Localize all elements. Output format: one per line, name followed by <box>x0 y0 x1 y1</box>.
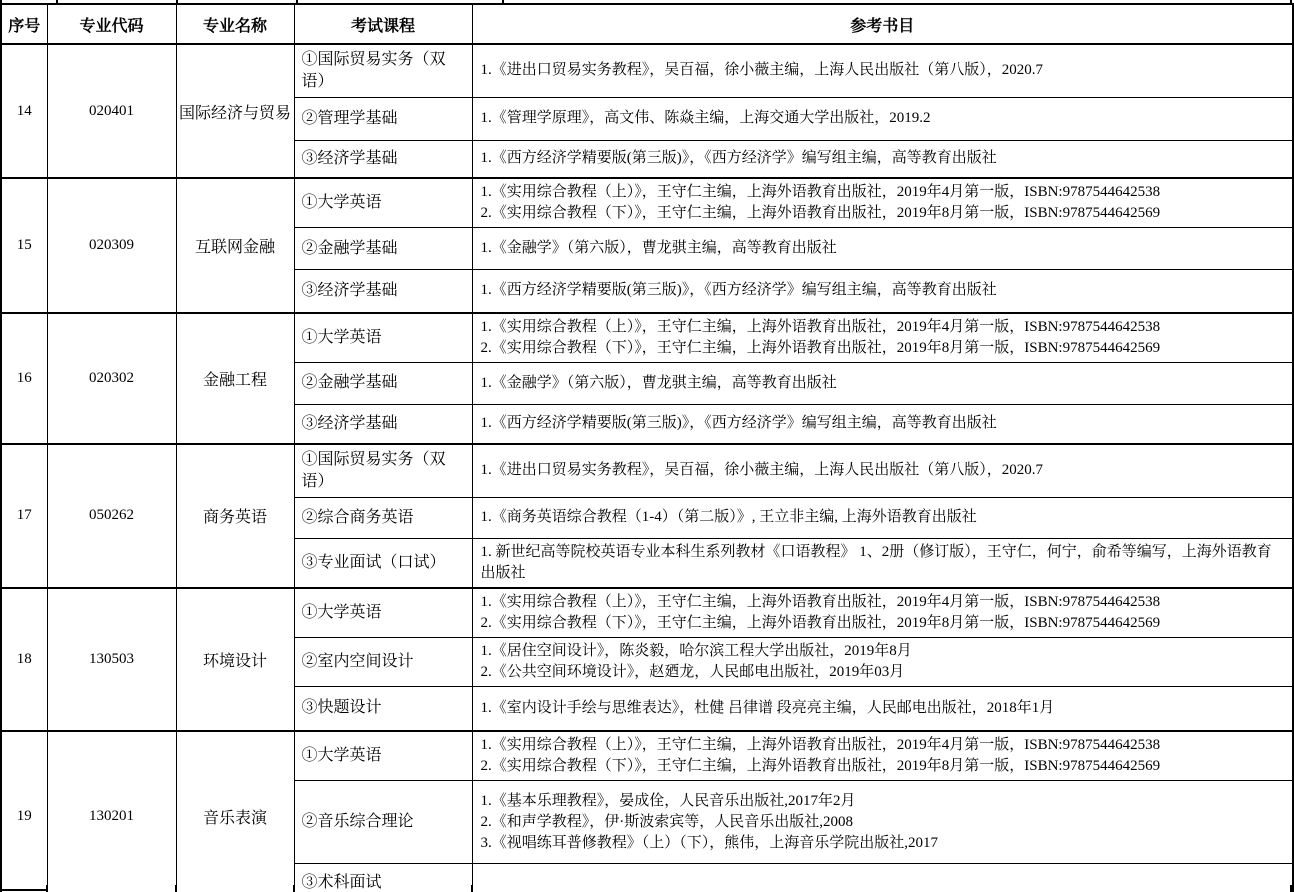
books-cell <box>472 588 1293 638</box>
major-name-cell: 商务英语 <box>176 444 294 588</box>
course-cell: ②金融学基础 <box>294 228 472 270</box>
course-cell: ①大学英语 <box>294 178 472 228</box>
major-name-cell: 音乐表演 <box>176 731 294 892</box>
major-name-cell: 环境设计 <box>176 588 294 732</box>
course-cell: ③术科面试 <box>294 864 472 892</box>
table-row <box>1 313 1293 363</box>
major-name-cell: 互联网金融 <box>176 178 294 313</box>
header-major: 专业名称 <box>176 4 294 44</box>
book-line: 1.《西方经济学精要版(第三版)》，《西方经济学》编写组主编，高等教育出版社 <box>480 150 997 167</box>
table-row <box>1 178 1293 228</box>
book-line: 1. 新世纪高等院校英语专业本科生系列教材《口语教程》 1、2册（修订版），王守仁，何宁，俞希等编写，上海外语教育出版社 <box>480 543 1272 581</box>
table-row <box>1 444 1293 497</box>
book-line: 1.《进出口贸易实务教程》，吴百福，徐小薇主编，上海人民出版社（第八版），2020.7 <box>480 62 1044 79</box>
book-line: 1.《商务英语综合教程（1-4）（第二版）》, 王立非主编, 上海外语教育出版社 <box>480 509 977 525</box>
major-code-cell: 020309 <box>47 178 176 313</box>
course-cell: ③经济学基础 <box>294 270 472 313</box>
books-cell <box>472 686 1293 731</box>
book-line: 2.《实用综合教程（下）》，王守仁主编，上海外语教育出版社，2019年8月第一版，ISBN:9787544642569 <box>480 205 1161 221</box>
major-name-cell: 金融工程 <box>176 313 294 445</box>
books-cell <box>472 140 1293 178</box>
row-no-cell: 19 <box>1 731 47 892</box>
header-no: 序号 <box>1 4 47 44</box>
books-cell <box>472 404 1293 444</box>
book-line: 1.《实用综合教程（上）》，王守仁主编，上海外语教育出版社，2019年4月第一版，ISBN:9787544642538 <box>480 184 1161 200</box>
table-row <box>1 44 1293 97</box>
header-row <box>1 4 1293 44</box>
course-cell: ②室内空间设计 <box>294 637 472 686</box>
books-cell <box>472 864 1293 892</box>
course-cell: ③经济学基础 <box>294 140 472 178</box>
row-no-cell: 17 <box>1 444 47 588</box>
major-code-cell: 130201 <box>47 731 176 892</box>
books-cell <box>472 362 1293 404</box>
books-cell <box>472 538 1293 588</box>
reference-books-table <box>0 3 1294 892</box>
major-code-cell: 020401 <box>47 44 176 178</box>
book-line: 2.《实用综合教程（下）》，王守仁主编，上海外语教育出版社，2019年8月第一版，ISBN:9787544642569 <box>480 614 1161 631</box>
table-continuation-tick <box>293 885 295 892</box>
book-line: 1.《管理学原理》，高文伟、陈焱主编，上海交通大学出版社，2019.2 <box>480 110 931 126</box>
course-cell: ①大学英语 <box>294 731 472 781</box>
book-line: 1.《居住空间设计》，陈炎毅，哈尔滨工程大学出版社，2019年8月 <box>480 642 912 659</box>
table-continuation-tick <box>471 885 473 892</box>
header-code: 专业代码 <box>47 4 176 44</box>
table-row <box>1 731 1293 781</box>
row-no-cell: 15 <box>1 178 47 313</box>
course-cell: ①国际贸易实务（双语） <box>294 444 472 497</box>
course-cell: ②金融学基础 <box>294 362 472 404</box>
major-code-cell: 050262 <box>47 444 176 588</box>
row-no-cell: 16 <box>1 313 47 445</box>
books-cell <box>472 270 1293 313</box>
book-line: 1.《金融学》（第六版），曹龙骐主编，高等教育出版社 <box>480 240 837 256</box>
book-line: 1.《进出口贸易实务教程》，吴百福，徐小薇主编，上海人民出版社（第八版），2020.7 <box>480 462 1044 479</box>
book-line: 2.《和声学教程》，伊·斯波索宾等，人民音乐出版社,2008 <box>480 813 853 830</box>
books-cell <box>472 97 1293 140</box>
course-cell: ①大学英语 <box>294 588 472 638</box>
course-cell: ③经济学基础 <box>294 404 472 444</box>
books-cell <box>472 313 1293 363</box>
books-cell <box>472 497 1293 538</box>
book-line: 1.《室内设计手绘与思维表达》，杜健 吕律谱 段亮亮主编，人民邮电出版社，2018年1月 <box>480 699 1055 716</box>
book-line: 1.《西方经济学精要版(第三版)》，《西方经济学》编写组主编，高等教育出版社 <box>480 282 997 299</box>
book-line: 2.《公共空间环境设计》，赵廼龙，人民邮电出版社，2019年03月 <box>480 663 905 680</box>
course-cell: ②音乐综合理论 <box>294 781 472 864</box>
course-cell: ①国际贸易实务（双语） <box>294 44 472 97</box>
row-no-cell: 18 <box>1 588 47 732</box>
book-line: 1.《西方经济学精要版(第三版)》，《西方经济学》编写组主编，高等教育出版社 <box>480 415 997 432</box>
table-continuation-tick <box>1290 885 1292 892</box>
books-cell <box>472 178 1293 228</box>
course-cell: ②管理学基础 <box>294 97 472 140</box>
table-continuation-tick <box>175 885 177 892</box>
major-name-cell: 国际经济与贸易 <box>176 44 294 178</box>
books-cell <box>472 637 1293 686</box>
row-no-cell: 14 <box>1 44 47 178</box>
book-line: 3.《视唱练耳普修教程》（上）（下），熊伟，上海音乐学院出版社,2017 <box>480 834 939 851</box>
book-line: 1.《金融学》（第六版），曹龙骐主编，高等教育出版社 <box>480 374 837 391</box>
book-line: 1.《实用综合教程（上）》，王守仁主编，上海外语教育出版社，2019年4月第一版，ISBN:9787544642538 <box>480 737 1161 753</box>
book-line: 2.《实用综合教程（下）》，王守仁主编，上海外语教育出版社，2019年8月第一版，ISBN:9787544642569 <box>480 339 1161 356</box>
book-line: 1.《实用综合教程（上）》，王守仁主编，上海外语教育出版社，2019年4月第一版，ISBN:9787544642538 <box>480 593 1161 610</box>
course-cell: ③快题设计 <box>294 686 472 731</box>
course-cell: ①大学英语 <box>294 313 472 363</box>
course-cell: ③专业面试（口试） <box>294 538 472 588</box>
books-cell <box>472 44 1293 97</box>
major-code-cell: 020302 <box>47 313 176 445</box>
course-cell: ②综合商务英语 <box>294 497 472 538</box>
book-line: 2.《实用综合教程（下）》，王守仁主编，上海外语教育出版社，2019年8月第一版，ISBN:9787544642569 <box>480 758 1161 774</box>
table-continuation-line <box>0 889 46 891</box>
book-line: 1.《实用综合教程（上）》，王守仁主编，上海外语教育出版社，2019年4月第一版，ISBN:9787544642538 <box>480 318 1161 335</box>
header-books: 参考书目 <box>472 4 1293 44</box>
table-row <box>1 588 1293 638</box>
books-cell <box>472 731 1293 781</box>
book-line: 1.《基本乐理教程》，晏成佺，人民音乐出版社,2017年2月 <box>480 792 856 809</box>
header-courses: 考试课程 <box>294 4 472 44</box>
major-code-cell: 130503 <box>47 588 176 732</box>
table-continuation-tick <box>46 885 48 892</box>
books-cell <box>472 444 1293 497</box>
books-cell <box>472 781 1293 864</box>
books-cell <box>472 228 1293 270</box>
